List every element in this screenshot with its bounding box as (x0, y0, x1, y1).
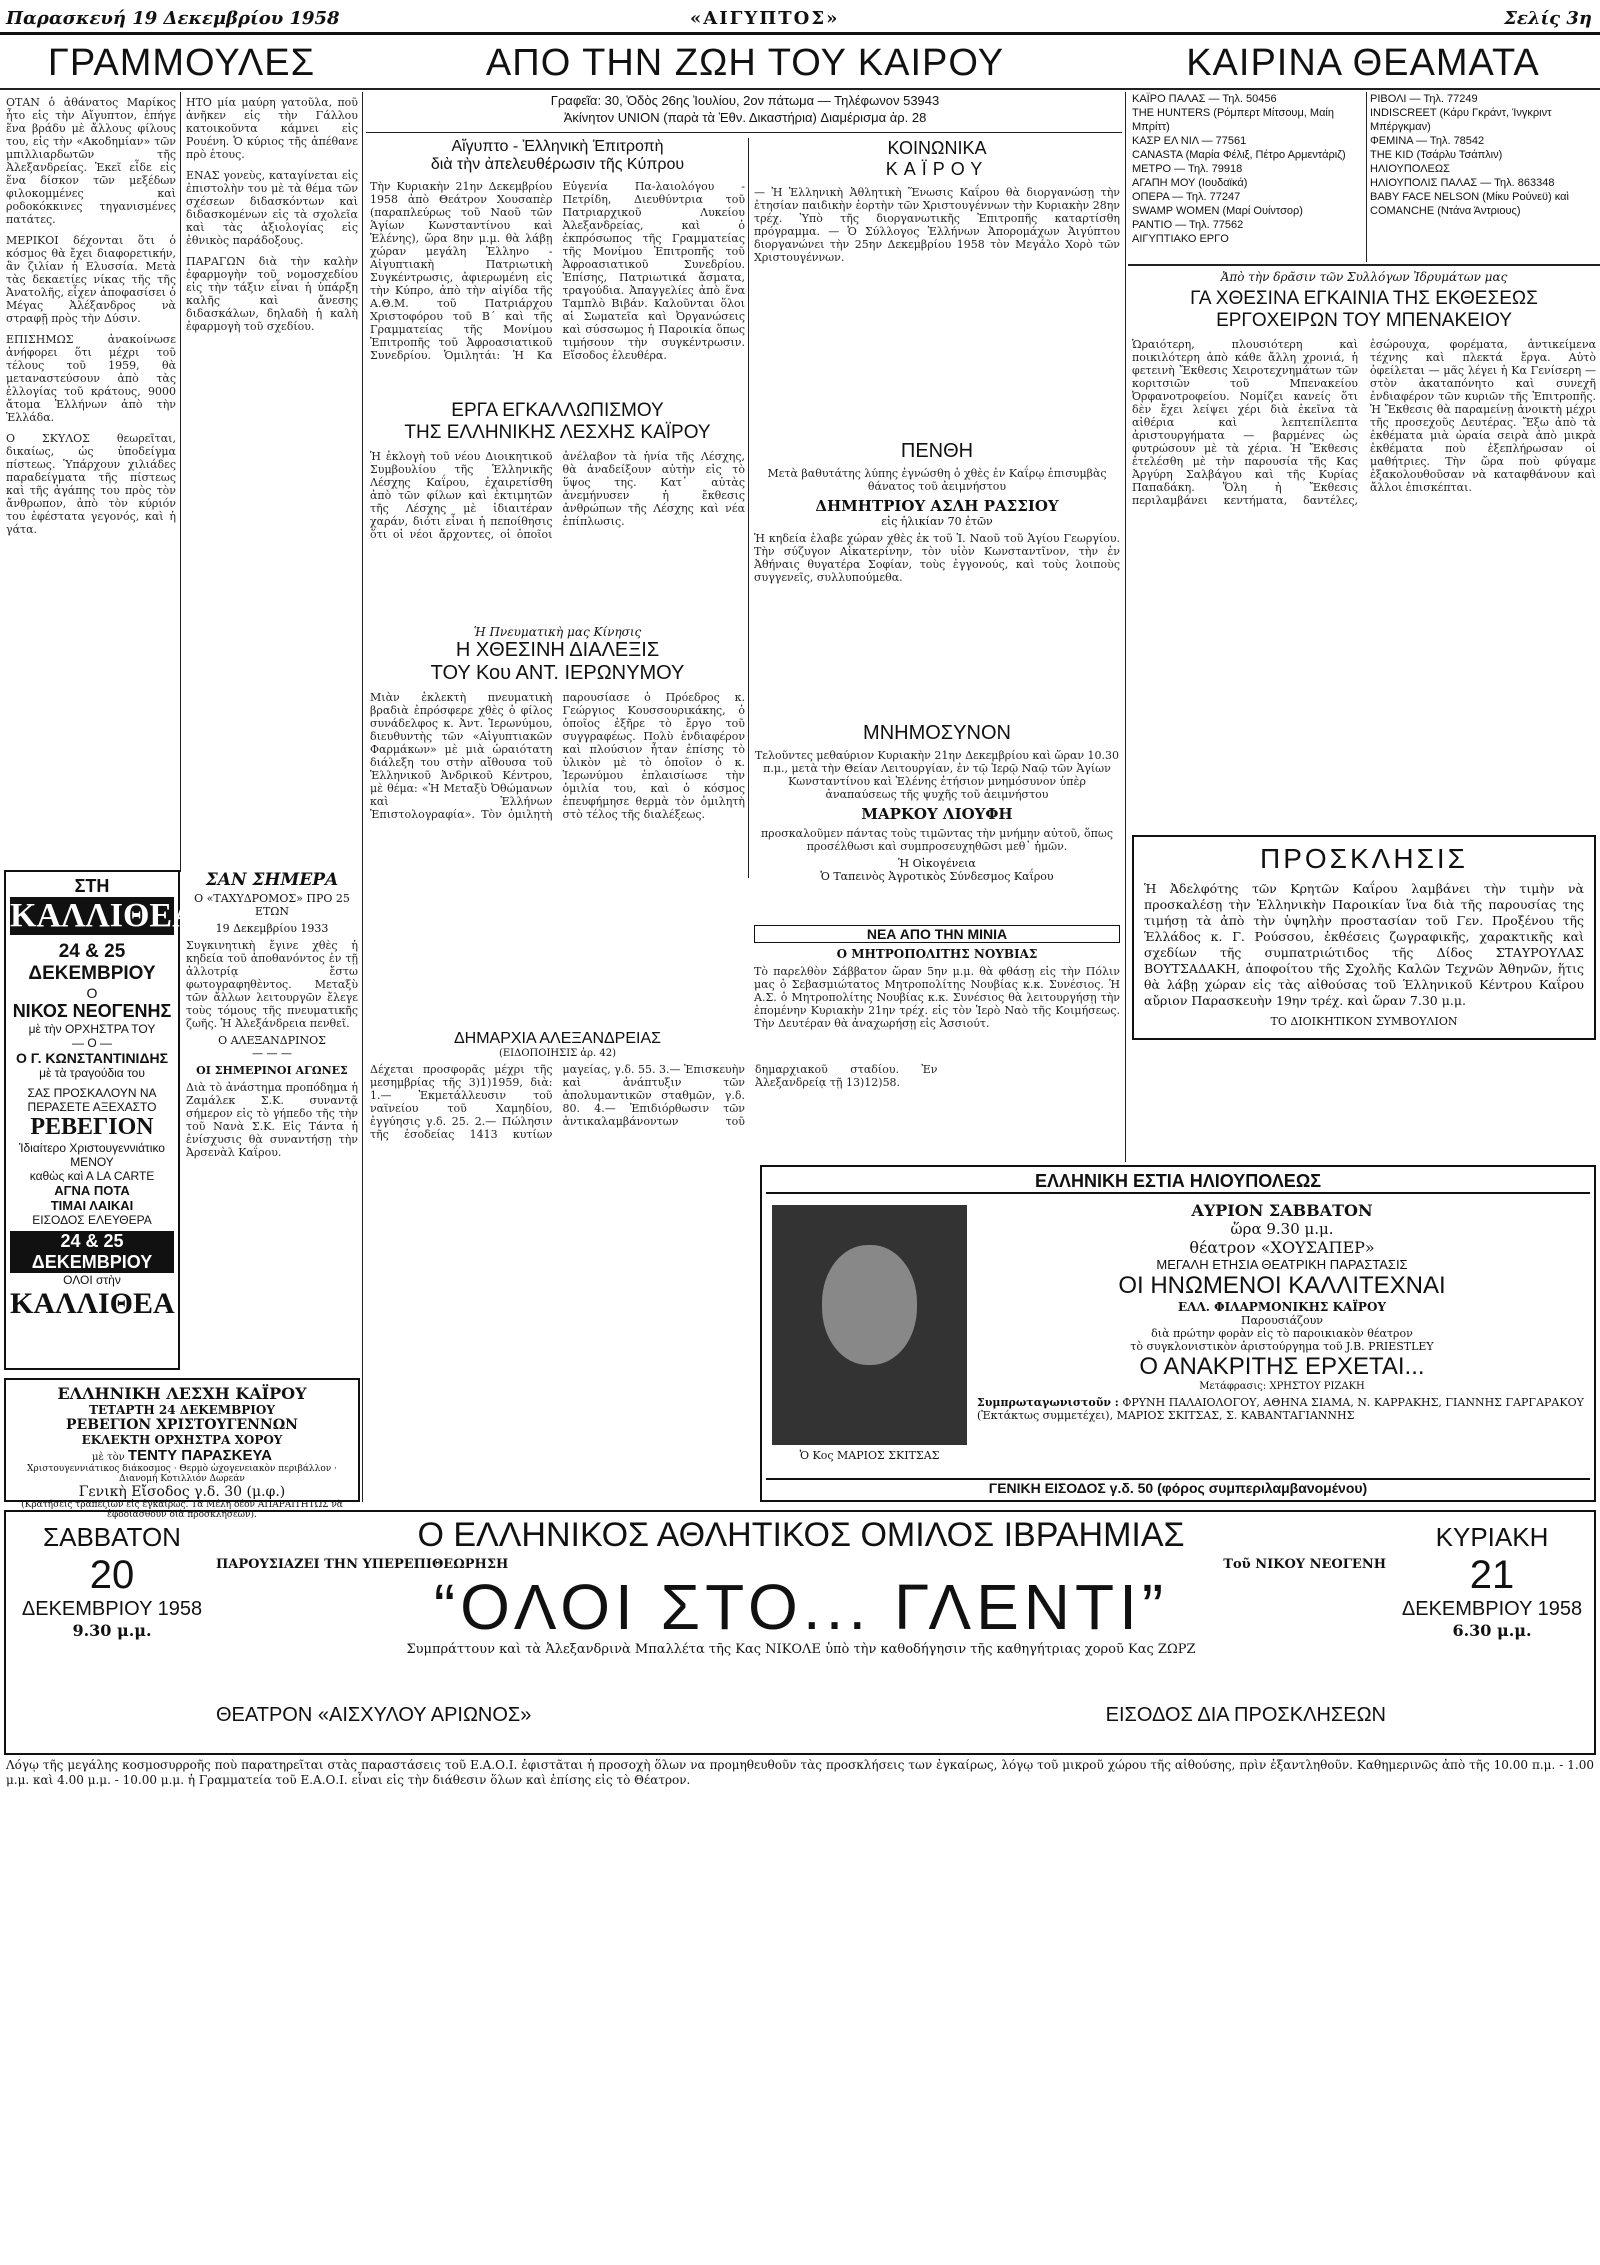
ad-line: ΔΕΚΕΜΒΡΙΟΥ 1958 (1401, 1598, 1583, 1620)
bottom-ad-theatre: ΘΕΑΤΡΟΝ «ΑΙΣΧΥΛΟΥ ΑΡΙΩΝΟΣ» ΕΙΣΟΔΟΣ ΔΙΑ ΠΡΟΣΚΛΗΣΕΩΝ (216, 1704, 1386, 1726)
minia-article (754, 925, 1120, 1160)
mnimosino-text: προσκαλοῦμεν πάντας τοὺς τιμῶντας τὴν μνήμην αὐτοῦ, ὅπως προσέλθωσι καὶ συμπροσευχηθῶσι μεθ᾽ ἡμῶν. (760, 827, 1114, 853)
grammoules-paragraph: ΕΠΙΣΗΜΩΣ ἀνακοίνωσε ἀνήφορει ὅτι μέχρι τοῦ τέλους τοῦ 1959, θὰ μεταναστεύσουν ἀπὸ τὰς ἐλλογίας τοῦ κράτους, 9000 ἄτομα Ἑλλήνων ἀπὸ τὴν Ἑλλάδα. (6, 333, 176, 424)
ad-line: Μετάφρασις: ΧΡΗΣΤΟΥ ΡΙΖΑΚΗ (1199, 1381, 1365, 1392)
ad-line: ΣΤΗ (74, 876, 110, 896)
date-left (12, 1522, 212, 1702)
ad-line: μὲ τὸν ΤΕΝΤΥ ΠΑΡΑΣΚΕΥΑ (92, 1447, 272, 1464)
header-rule (0, 88, 1600, 90)
benakeio-article (1132, 270, 1596, 830)
prosklisis-box (1132, 835, 1596, 1040)
listing-line: ΚΑΣΡ ΕΛ ΝΙΛ — 77561 (1132, 135, 1247, 147)
rule (366, 132, 1122, 133)
newspaper-title: «ΑΙΓΥΠΤΟΣ» (690, 8, 840, 29)
dimarxia-article (370, 1030, 938, 1160)
rule (1128, 264, 1600, 266)
col-divider (1125, 92, 1126, 1162)
photo-caption: Ὁ Κος ΜΑΡΙΟΣ ΣΚΙΤΣΑΣ (799, 1449, 940, 1462)
estia-title: ΕΛΛΗΝΙΚΗ ΕΣΤΙΑ ΗΛΙΟΥΠΟΛΕΩΣ (766, 1171, 1590, 1194)
col-divider (748, 138, 749, 878)
ad-line: ΜΕΓΑΛΗ ΕΤΗΣΙΑ ΘΕΑΤΡΙΚΗ ΠΑΡΑΣΤΑΣΙΣ (1156, 1257, 1408, 1272)
penthi-title: ΠΕΝΘΗ (900, 440, 974, 462)
ad-line: (Κρατήσεις τραπεζιῶν εἰς ἐγκαίρως. Τὰ Μέλη δέον ΑΠΑΡΑΙΤΗΤΩΣ νὰ ἐφοδιασθοῦν διὰ προσκλήσεων). (21, 1500, 343, 1520)
grammoules-paragraph: ΠΑΡΑΓΩΝ διὰ τὴν καλὴν ἐφαρμογὴν τοῦ νομοσχεδίου εἰς τὴν τάξιν εἶναι ἡ ὑπάρξη καλῆς καὶ ἄνεσης διδασκάλων, δηλαδὴ ἡ καλὴ ἐφαρμογὴ τοῦ σχεδίου. (186, 255, 358, 333)
dialexi-text: Μιὰν ἐκλεκτὴ πνευματικὴ βραδιὰ ἐπρόσφερε χθὲς ὁ φίλος συνάδελφος κ. Ἀντ. Ἱερωνύμου, διευθυντὴς τῶν «Αἰγυπτιακῶν Φαρμάκων» μὲ μιὰ ὡραιότατη διάλεξη του στὴν αἴθουσα τοῦ Ἑλληνικοῦ Ἀνδρικοῦ Κέντρου, μὲ θέμα: «Ἡ Μεταξὺ Ὀθώμανων καὶ Ἑλλήνων Ἐπιστολογραφία». Τὸν ὁμιλητὴ παρουσίασε ὁ Πρόεδρος κ. Γεώργιος Κουσσουρικάκης, ὁ ὁποῖος ἐξῆρε τὸ ἔργο τοῦ συγγραφέως. Πολὺ ἐνδιαφέρον καὶ πλούσιον ἦταν ἐπίσης τὸ ὑλικὸν μὲ τὸ ὁποῖον ὁ κ. Ἱερωνύμου ἐπλαισίωσε τὴν ὁμιλία του, καὶ ὁ κόσμος ἐπευφήμησε θερμὰ τὸν ὁμιλητὴ στὸ τέλος τῆς διαλέξεως. (370, 691, 745, 821)
benakeio-title: ΕΡΓΟΧΕΙΡΩΝ ΤΟΥ ΜΠΕΝΑΚΕΙΟΥ (1216, 310, 1512, 331)
erga-title: ΤΗΣ ΕΛΛΗΝΙΚΗΣ ΛΕΣΧΗΣ ΚΑΪΡΟΥ (404, 422, 711, 443)
grammoules-paragraph: ΕΝΑΣ γονεὺς, καταγίνεται εἰς ἐπιστολὴν του μὲ τὰ θέμα τῶν σχέσεων διδασκόντων καὶ διδασκομένων εἰς τὰ σχολεῖα καὶ τὰς ἀξιολογίας εἰς ἐθνικὸς παράδοξους. (186, 169, 358, 247)
ad-line: Ο (86, 985, 98, 1001)
grammoules-title: ΓΡΑΜΜΟΥΛΕΣ (47, 42, 316, 84)
ad-line: Γενικὴ Εἴσοδος γ.δ. 30 (μ.φ.) (78, 1484, 286, 1500)
ad-line: Συμπρωταγωνιστοῦν : ΦΡΥΝΗ ΠΑΛΑΙΟΛΟΓΟΥ, ΑΘΗΝΑ ΣΙΑΜΑ, Ν. ΚΑΡΡΑΚΗΣ, ΓΙΑΝΝΗΣ ΓΑΡΓΑΡΑΚΟΥ (Ἐκτάκτως συμμετέχει), ΜΑΡΙΟΣ ΣΚΙΤΣΑΣ, Σ. ΚΑΒΑΝΤΑΓΙΑΝΝΗΣ (977, 1396, 1584, 1422)
penthi-name: ΔΗΜΗΤΡΙΟΥ ΑΣΛΗ ΡΑΣΣΙΟΥ (815, 497, 1059, 515)
dimarxia-subtitle: (ΕΙΔΟΠΟΙΗΣΙΣ ἀρ. 42) (498, 1048, 617, 1059)
ad-line: 6.30 μ.μ. (1452, 1621, 1532, 1640)
masthead-rule (0, 32, 1600, 35)
ad-line: ΣΑΣ ΠΡΟΣΚΑΛΟΥΝ ΝΑ ΠΕΡΑΣΕΤΕ ΑΞΕΧΑΣΤΟ (27, 1086, 157, 1114)
zoi-office-line: Ἀκίνητον UNION (παρὰ τὰ Ἐθν. Δικαστήρια) Διαμέρισμα ἀρ. 28 (563, 110, 927, 125)
estia-entry: ΓΕΝΙΚΗ ΕΙΣΟΔΟΣ γ.δ. 50 (φόρος συμπεριλαμβανομένου) (766, 1478, 1590, 1496)
listing-line: ΦΕΜΙΝΑ — Τηλ. 78542 (1370, 135, 1485, 147)
bottom-ad-body (216, 1516, 1386, 1657)
ad-line: ΕΙΣΟΔΟΣ ΕΛΕΥΘΕΡΑ (32, 1213, 152, 1227)
ad-line: 9.30 μ.μ. (72, 1621, 152, 1640)
dialexi-title: Η ΧΘΕΣΙΝΗ ΔΙΑΛΕΞΙΣ (455, 639, 660, 661)
listing-line: THE KID (Τσάρλυ Τσάπλιν) (1370, 149, 1503, 161)
benakeio-title: ΓΑ ΧΘΕΣΙΝΑ ΕΓΚΑΙΝΙΑ ΤΗΣ ΕΚΘΕΣΕΩΣ (1190, 288, 1538, 309)
san-shmera-text: Συγκινητικὴ ἔγινε χθὲς ἡ κηδεία τοῦ ἀποθανόντος ἐν τῇ ἀλλοτρίᾳ ἔστω φωτογραφηθὲντος. Μεταξὺ τῶν ἄλλων λειτουργῶν ἔλεγε τοὺς τόμους τῆς πνευματικῆς ζωῆς. Ἡ Ἀλεξάνδρεια πενθεῖ. (186, 939, 358, 1030)
ad-line: ΟΛΟΙ στὴν (63, 1273, 121, 1287)
ad-line: ΔΕΚΕΜΒΡΙΟΥ 1958 (21, 1598, 203, 1620)
penthi-age: εἰς ἡλικίαν 70 ἐτῶν (881, 515, 993, 528)
lesxi-advertisement (4, 1378, 360, 1520)
listing-line: ΡΙΒΟΛΙ — Τηλ. 77249 (1370, 93, 1478, 105)
kairina-listings-right (1370, 92, 1596, 262)
ad-line: Ο ΕΛΛΗΝΙΚΟΣ ΑΘΛΗΤΙΚΟΣ ΟΜΙΛΟΣ ΙΒΡΑΗΜΙΑΣ (417, 1516, 1185, 1554)
ad-line: Ἰδιαίτερο Χριστουγεννιάτικο ΜΕΝΟΥ (19, 1141, 165, 1169)
grammoules-paragraph: ΜΕΡΙΚΟΙ δέχονται ὅτι ὁ κόσμος θὰ ἔχει διαφορετικήν, ἂν ζιλίαν ἡ Ελυσσία. Μετὰ τὰς δεκαετίες νίκας τῆς τῆς Ἀνατολῆς, εἶχεν ἀποφασίσει ὁ Μέγας Ἀλέξανδρος νὰ στραφῇ πρὸς τὴν Δύσιν. (6, 234, 176, 325)
benakeio-text: Ὡραιότερη, πλουσιότερη καὶ ποικιλότερη ἀπὸ κάθε ἄλλη χρονιά, ἡ φετεινὴ Ἔκθεσις Χειροτεχνημάτων τῶν κοριτσιῶν τοῦ Μπενακείου Ὀρφανοτροφείου. Νομίζει κανείς ὅτι δὲν ἔχει λείψει χέρι διὰ ἐκεῖνα τὰ αἰθέρια καὶ λεπτεπίλεπτα ἀριστουργήματα — βαρμένες ὡς φυτρώσουν μὲ τὰ χέρια. Ἡ Ἔκθεσις ἐτελέσθη μὲ τὴν παρουσία τῆς Κας Ἀργύρη Σαλβάγου καὶ τῆς Κυρίας Παπαδάκη. Ὅλη ἡ Ἔκθεσις περιλαμβάνει κεντήματα, δαντέλες, ἐσώρουχα, φορέματα, ἀντικείμενα τέχνης καὶ πλεκτά ἔργα. Αὐτὸ ὀφείλεται — μᾶς λέγει ἡ Κα Γενίσερη — στὸν ἀκαταπόνητο καὶ συνεχῆ ἐνδιαφέρον τῶν κυριῶν τῆς Ἐπιτροπῆς. Ἡ Ἔκθεσις θὰ παραμείνῃ ἀνοικτὴ μέχρι τῆς προσεχοῦς Δευτέρας. Ἔξω ἀπὸ τὰ ἐκθέματα μιὰ ὡραία σειρὰ ἀπὸ μικρὰ ἐκθέματα ποὺ ἐξεπλήρωσαν οἱ μαθήτριες. Τὴν ὥρα ποὺ φύγαμε ἐξακολουθοῦσαν νὰ καταφθάνουν καὶ ἄλλοι ἐπισκέπται. (1132, 338, 1596, 507)
listing-line: ΜΕΤΡΟ — Τηλ. 79918 (1132, 163, 1243, 175)
koinonika-article (754, 138, 1120, 438)
ad-line: ΝΙΚΟΣ ΝΕΟΓΕΝΗΣ (12, 1001, 172, 1021)
bottom-advertisement (4, 1510, 1596, 1755)
portrait-face (822, 1245, 917, 1365)
grammoules-paragraph: ΗΤΟ μία μαύρη γατοῦλα, ποῦ ἀνῆκεν εἰς τὴν Γάλλου κατοικοῦντα κάμνει εἰς Ρουένη. Ὁ κύριος τῆς ἀπέθανε πρὸ ἐτους. (186, 96, 358, 161)
page-number: Σελίς 3η (1504, 8, 1592, 29)
epitropi-text: Τὴν Κυριακὴν 21ην Δεκεμβρίου 1958 ἀπὸ Θεάτρον Χουσαπὲρ (παραπλεύρως τοῦ Ναοῦ τῶν Ἁγίων Κωνσταντίνου καὶ Ἑλένης), ὥρα 8ην μ.μ. θὰ λάβῃ χώραν μεγάλη Ἑλληνο - Αἰγυπτιακὴ Πατριωτικὴ Συγκέντρωσις, ἀφιερωμένη εἰς τὴν Κύπρο, ἀπὸ τὴν αἰγίδα τῆς Α.Θ.Μ. τοῦ Πατριάρχου Χριστοφόρου τοῦ Β΄ καὶ τῆς Γραμματείας τῆς Μονίμου Ἐπιτροπῆς τοῦ Ἀφροασιατικοῦ Συνεδρίου. Ὁμιλητάι: Ἡ Κα Εὐγενία Πα-λαιολόγου - Πετρίδη, Διευθύντρια τοῦ Πατριαρχικοῦ Λυκείου Ἀλεξανδρείας, καὶ ὁ ἐκπρόσωπος τῆς Γραμματείας τῆς Μονίμου Ἐπιτροπῆς τοῦ Ἀφροασιατικοῦ Συνεδρίου. Ἐπίσης, Πατριωτικά ἄσματα, τραγούδια. Ἀπαγγελίες ἀπὸ ἕνα Ταμπλὸ Βιβάν. Καλοῦνται ὅλοι αἱ Σωματεῖα καὶ Ὀργανώσεις καὶ σύσσωμος ἡ Παροικία ὅπως τιμήσουν τὴν συγκέντρωσιν. Εἴσοδος ἐλευθέρα. (370, 180, 745, 362)
ad-line: ΠΑΡΟΥΣΙΑΖΕΙ ΤΗΝ ΥΠΕΡΕΠΙΘΕΩΡΗΣΗ Τοῦ ΝΙΚΟΥ ΝΕΟΓΕΝΗ (216, 1557, 1386, 1572)
mnimosino-intro: Τελοῦντες μεθαύριον Κυριακὴν 21ην Δεκεμβρίου καὶ ὥραν 10.30 π.μ., μετὰ τὴν Θείαν Λειτουργίαν, ἐν τῷ Ἱερῷ Ναῷ τῶν Ἁγίων Κωνσταντίνου καὶ Ἑλένης ἐτήσιον μνημόσυνον ὑπὲρ ἀναπαύσεως τῆς ψυχῆς τοῦ ἀειμνήστου (754, 749, 1120, 801)
ad-line: ΤΕΤΑΡΤΗ 24 ΔΕΚΕΜΒΡΙΟΥ (89, 1403, 275, 1417)
ad-line: 20 (89, 1553, 135, 1597)
ad-line: ΕΛΛΗΝΙΚΗ ΛΕΣΧΗ ΚΑΪΡΟΥ (57, 1384, 307, 1403)
listing-line: ΟΠΕΡΑ — Τηλ. 77247 (1132, 191, 1241, 203)
mnimosino-name: ΜΑΡΚΟΥ ΛΙΟΥΦΗ (861, 805, 1013, 823)
penthi-intro: Μετὰ βαθυτάτης λύπης ἐγνώσθη ὁ χθὲς ἐν Καΐρῳ ἐπισυμβὰς θάνατος τοῦ ἀειμνήστου (767, 467, 1107, 493)
ad-line: ΤΙΜΑΙ ΛΑΙΚΑΙ (50, 1198, 134, 1213)
ad-line: 24 & 25 ΔΕΚΕΜΒΡΙΟΥ (28, 941, 156, 984)
mnimosino-title: ΜΝΗΜΟΣΥΝΟΝ (863, 722, 1011, 744)
listing-line: THE HUNTERS (Ρόμπερτ Μίτσουμ, Μαίη Μπρίττ) (1132, 107, 1334, 133)
ad-line: μὲ τὴν ΟΡΧΗΣΤΡΑ ΤΟΥ (28, 1022, 156, 1036)
ad-leader: ΤΕΝΤΥ ΠΑΡΑΣΚΕΥΑ (127, 1447, 272, 1464)
ad-line: ΣΑΒΒΑΤΟΝ (43, 1522, 181, 1552)
grammoules-column-2 (186, 96, 358, 856)
ad-line: τὸ συγκλονιστικὸν ἀριστούργημα τοῦ J.B. PRIESTLEY (1130, 1340, 1434, 1353)
bottom-ad-notice: Λόγῳ τῆς μεγάλης κοσμοσυρροῆς ποὺ παρατηρεῖται στὰς παραστάσεις τοῦ Ε.Α.Ο.Ι. ἐφιστᾶται ἡ προσοχὴ ὅλων να προμηθευθοῦν τὰς προσκλήσεις των ἐγκαίρως, λόγῳ τοῦ μικροῦ χώρου τῆς αἰθούσης, πρὶν ἐξαντληθοῦν. Καθημερινῶς ἀπὸ τῆς 10.00 π.μ. - 1.00 μ.μ. καὶ 4.00 μ.μ. - 10.00 μ.μ. ἡ Γραμματεία τοῦ Ε.Α.Ο.Ι. εἶναι εἰς τὴν διάθεσιν ὅλων καὶ ἐπίσης εἰς τὸ Θέατρον. (6, 1758, 1594, 1787)
separator: — — — (252, 1047, 292, 1060)
mnimosino-article (754, 722, 1120, 922)
dialexi-kicker: Ἡ Πνευματικὴ μας Κίνησις (473, 625, 642, 639)
listing-line: ΗΛΙΟΥΠΟΛΙΣ ΠΑΛΑΣ — Τηλ. 863348 (1370, 177, 1555, 189)
erga-article (370, 400, 745, 620)
epitropi-title: Αἴγυπτο - Ἑλληνικὴ Ἐπιτροπὴ (451, 138, 664, 155)
epitropi-title: διὰ τὴν ἀπελευθέρωσιν τῆς Κύπρου (430, 156, 685, 173)
estia-body (977, 1201, 1587, 1422)
listing-line: INDISCREET (Κάρυ Γκράντ, Ίνγκριντ Μπέργκμαν) (1370, 107, 1552, 133)
dimarxia-title: ΔΗΜΑΡΧΙΑ ΑΛΕΞΑΝΔΡΕΙΑΣ (453, 1030, 662, 1047)
san-shmera-section (186, 870, 358, 1370)
dialexi-article (370, 625, 745, 1025)
ad-line: 21 (1469, 1553, 1515, 1597)
ad-line: Χριστουγεννιάτικος διάκοσμος · Θερμὸ ὠχογενειακὸν περιβάλλον · Διανομή Κοτιλλιόν Δωρεάν (27, 1464, 337, 1484)
ad-line: ΡΕΒΕΓΙΟΝ ΧΡΙΣΤΟΥΓΕΝΝΩΝ (66, 1417, 298, 1433)
col-divider (1366, 92, 1367, 262)
ad-line: ΑΓΝΑ ΠΟΤΑ (54, 1183, 130, 1198)
penthi-article (754, 440, 1120, 720)
grammoules-paragraph: Ο ΣΚΥΛΟΣ θεωρεῖται, δικαίως, ὡς ὑποδείγμα πίστεως. Ὑπάρχουν χιλιάδες παραδείγματα τῆς πίστεως καὶ τῆς ἀγάπης του πρὸς τὸν ἄνθρωπον, ἀπὸ τὸν κύριόν του ἐφέστατα γεγονός, καὶ ἡ γάτα. (6, 432, 176, 536)
koinonika-text: — Ἡ Ἑλληνικὴ Ἀθλητικὴ Ἕνωσις Καΐρου θὰ διοργανώσῃ τὴν ἐτησίαν παιδικὴν ἑορτὴν τῶν Χριστουγέννων τὴν Κυριακὴν 28ην τρέχ. Ὑπὸ τῆς διοργανωτικῆς Ἐπιτροπῆς καταρτίσθη πρόγραμμα. — Ὁ Σύλλογος Ἑλλήνων Ἀπορομάχων Ἀιγύπτου διοργανώνει τὴν 25ην Δεκεμβρίου 1958 τὸν Μεγάλο Χορὸ τῶν Χριστουγέννων. (754, 186, 1120, 264)
issue-date: Παρασκευή 19 Δεκεμβρίου 1958 (6, 8, 340, 29)
estia-cast: ΦΡΥΝΗ ΠΑΛΑΙΟΛΟΓΟΥ, ΑΘΗΝΑ ΣΙΑΜΑ, Ν. ΚΑΡΡΑΚΗΣ, ΓΙΑΝΝΗΣ ΓΑΡΓΑΡΑΚΟΥ (Ἐκτάκτως συμμετέχει), ΜΑΡΙΟΣ ΣΚΙΤΣΑΣ, Σ. ΚΑΒΑΝΤΑΓΙΑΝΝΗΣ (977, 1396, 1584, 1422)
ad-line: μὲ τὰ τραγούδια του (39, 1066, 145, 1080)
ad-line: — Ο — (71, 1036, 112, 1050)
date-right (1392, 1522, 1592, 1702)
erga-title: ΕΡΓΑ ΕΓΚΑΛΛΩΠΙΣΜΟΥ (451, 400, 664, 421)
kallithea-advertisement (4, 870, 197, 1370)
minia-title: ΝΕΑ ΑΠΟ ΤΗΝ ΜΙΝΙΑ (754, 925, 1120, 943)
ad-line: Συμπράττουν καὶ τὰ Ἀλεξανδρινὰ Μπαλλέτα τῆς Κας ΝΙΚΟΛΕ ὑπὸ τὴν καθοδήγησιν τῆς καθηγήτριας χοροῦ Κας ΖΩΡΖ (406, 1642, 1196, 1657)
epitropi-article (370, 138, 745, 398)
portrait-photo (772, 1205, 967, 1445)
san-shmera-sign: Ο ΑΛΕΞΑΝΔΡΙΝΟΣ (218, 1034, 326, 1047)
ad-line: Παρουσιάζουν (1240, 1314, 1323, 1327)
minia-subtitle: Ο ΜΗΤΡΟΠΟΛΙΤΗΣ ΝΟΥΒΙΑΣ (836, 947, 1038, 961)
show-title: “ΟΛΟΙ ΣΤΟ... ΓΛΕΝΤΙ” (433, 1571, 1169, 1643)
listing-line: ΚΑΪΡΟ ΠΑΛΑΣ — Τηλ. 50456 (1132, 93, 1277, 105)
col-divider (180, 92, 181, 872)
col-divider (362, 92, 363, 1502)
dialexi-title: ΤΟΥ Κου ΑΝΤ. ΙΕΡΩΝΥΜΟΥ (430, 662, 685, 684)
grammoules-paragraph: ΟΤΑΝ ὁ ἀθάνατος Μαρίκος ἦτο εἰς τὴν Αἴγυπτον, ἐπήγε ἕνα βράδυ μὲ ἄλλους φίλους του, εἰς τὴν «Ακοδημίαν» τῶν μπιλλιαρδωτῶν τῆς Ἀλεξανδρείας. Ἐκεῖ εἶδε εἰς ἕνα δίσκον τῶν μεξέδων φιλοκομμένες καὶ ροδοκόκκινες τηγανισμένες πατάτες. (6, 96, 176, 226)
kairina-title: ΚΑΙΡΙΝΑ ΘΕΑΜΑΤΑ (1186, 42, 1540, 84)
ad-line: ΕΛΛ. ΦΙΛΑΡΜΟΝΙΚΗΣ ΚΑΪΡΟΥ (1178, 1300, 1386, 1314)
ad-line: διὰ πρώτην φορὰν εἰς τὸ παροικιακὸν θέατρον (1151, 1327, 1413, 1340)
listing-line: ΡΑΝΤΙΟ — Τηλ. 77562 (1132, 219, 1244, 231)
estia-advertisement (760, 1165, 1596, 1502)
minia-text: Τὸ παρελθὸν Σάββατον ὥραν 5ην μ.μ. θὰ φθάσῃ εἰς τὴν Πόλιν μας ὁ Σεβασμιώτατος Μητροπολίτης Νουβίας κ.κ. Συνέσιος. Ἡ Α.Σ. ὁ Μητροπολίτης Νουβίας κ.κ. Συνέσιος θὰ λειτουργήσῃ τὴν ἐπομένην Κυριακὴν 21ην τρέχ. εἰς τὸν Ἱερὸ Ναὸ τῆς Κοιμήσεως. Τὴν Δευτέραν θὰ ἀναχωρήσῃ εἰς Ἀσσιούτ. (754, 965, 1120, 1030)
san-shmera-subtitle: Ο «ΤΑΧΥΔΡΟΜΟΣ» ΠΡΟ 25 ΕΤΩΝ (194, 892, 350, 918)
today-games-title: ΟΙ ΣΗΜΕΡΙΝΟΙ ΑΓΩΝΕΣ (196, 1064, 348, 1077)
listing-line: ΑΓΑΠΗ ΜΟΥ (Ιουδαϊκά) (1132, 177, 1248, 189)
ad-line: θέατρον «ΧΟΥΣΑΠΕΡ» (1189, 1238, 1375, 1257)
dimarxia-text: Δέχεται προσφορᾶς μέχρι τῆς μεσημβρίας τῆς 3)1)1959, διὰ: 1.— Ἐκμετάλλευσιν τοῦ ναϊνείου τοῦ Χαμηδίου, ἐγγύησις γ.δ. 25. 2.— Πώλησιν τῆς ἐσοδείας 1413 κυτίων μαγείας, γ.δ. 55. 3.— Ἐπισκευὴν καὶ ἀνάπτυξιν τῶν ἀπολυμαντικῶν σταθμῶν, γ.δ. 80. 4.— Ἐπιδιόρθωσιν τῶν ἀντικαλαμβάνοντων τοῦ δημαρχιακοῦ σταδίου. Ἐν Ἀλεξανδρείᾳ τῇ 13)12)58. (370, 1063, 938, 1141)
listing-line: ΗΛΙΟΥΠΟΛΕΩΣ (1370, 163, 1450, 175)
ad-line: ΚΑΛΛΙΘΕΑ (10, 897, 197, 934)
ad-line: καθὼς καὶ Α LA CARTE (29, 1169, 155, 1183)
kairina-listings-left (1132, 92, 1364, 262)
ad-line: ΡΕΒΕΓΙΟΝ (30, 1114, 154, 1140)
listing-line: ΑΙΓΥΠΤΙΑΚΟ ΕΡΓΟ (1132, 233, 1229, 245)
mnimosino-sign: Ἡ Οἰκογένεια (898, 857, 976, 870)
erga-text: Ἡ ἐκλογὴ τοῦ νέου Διοικητικοῦ Συμβουλίου τῆς Ἑλληνικῆς Λέσχης Καΐρου, ἐχαιρετίσθη ἀπὸ τῶν φίλων καὶ ἐκτιμητῶν τῆς Λέσχης μὲ ἰδιαιτέραν χαράν, διότι εἶναι ἡ πεποίθησις ὅτι οἱ νέοι ἄρχοντες, οἱ ὁποῖοι ἀνέλαβον τὰ ἡνία τῆς Λέσχης, θὰ ἀναδείξουν αὐτὴν εἰς τὸ ὕψος της. Κατ᾽ αὐτὰς ἀνεμήνυσεν ἡ ἔκθεσις ἀνθρώπων τῆς Λέσχης καὶ νέα ἐπίπλωσις. (370, 450, 745, 541)
san-shmera-date: 19 Δεκεμβρίου 1933 (215, 922, 329, 935)
listing-line: BABY FACE NELSON (Μίκυ Ρούνεϋ) καὶ COMANCHE (Ντάνα Άντριους) (1370, 191, 1569, 217)
ad-line: 24 & 25 ΔΕΚΕΜΒΡΙΟΥ (10, 1231, 174, 1273)
ad-line: Ο Γ. ΚΩΝΣΤΑΝΤΙΝΙΔΗΣ (15, 1050, 169, 1066)
prosklisis-title: ΠΡΟΣΚΛΗΣΙΣ (1260, 843, 1468, 874)
ad-line: ΚΥΡΙΑΚΗ (1435, 1522, 1549, 1552)
zoi-office (370, 92, 1120, 126)
ad-line: ΑΥΡΙΟΝ ΣΑΒΒΑΤΟΝ (1191, 1201, 1373, 1220)
zoi-office-line: Γραφεῖα: 30, Ὁδὸς 26ης Ἰουλίου, 2ον πάτωμα — Τηλέφωνον 53943 (550, 93, 940, 108)
prosklisis-sign: ΤΟ ΔΙΟΙΚΗΤΙΚΟΝ ΣΥΜΒΟΥΛΙΟΝ (1270, 1015, 1458, 1028)
benakeio-kicker: Ἀπὸ τὴν δρᾶσιν τῶν Συλλόγων Ἰδρυμάτων μας (1220, 270, 1508, 284)
prosklisis-text: Ἡ Ἀδελφότης τῶν Κρητῶν Καΐρου λαμβάνει τὴν τιμὴν νὰ προσκαλέσῃ τὴν Ἑλληνικὴν Παροικίαν ἵνα διὰ τῆς παρουσίας της τιμήσῃ τὰ ἀπὸ τὴν ὑψηλὴν προστασίαν τοῦ Γεν. Προξένου τῆς Ἑλλάδος κ. Γ. Ρούσσου, ἐκθέσεις ζωγραφικῆς, χαρακτικῆς καὶ σχεδίων τῆς συμπατριώτιδος τῆς Δίδος ΣΤΑΥΡΟΥΛΑΣ ΒΟΥΤΣΑΔΑΚΗ, ἀποφοίτου τῆς Σχολῆς Καλῶν Τεχνῶν Ἀθηνῶν, ἥτις θὰ λάβῃ χώραν εἰς τὰς αἰθούσας τοῦ Ἑλληνικοῦ Κέντρου Καΐρου αὔριον Παρασκευὴν 19ην τρέχ. καὶ ὥραν 7.30 μ.μ. (1144, 881, 1584, 1008)
today-games-text: Διὰ τὸ ἀνάστημα προπόδημα ἡ Ζαμάλεκ Σ.Κ. συναντᾷ σήμερον εἰς τὸ γήπεδο τῆς τὴν τοῦ Νανὰ Σ.Κ. Εἰς Τάντα ἡ ἐνίσχυσις θὰ συναντήσῃ τὴν Ἀρσενὰλ Καΐρου. (186, 1081, 358, 1159)
penthi-text: Ἡ κηδεία ἐλαβε χώραν χθὲς ἐκ τοῦ Ἱ. Ναοῦ τοῦ Ἁγίου Γεωργίου. Τὴν σύζυγον Αἰκατερίνην, τὸν υἱὸν Κωνσταντῖνον, τὴν ἐν Ἀθήναις θυγατέρα Σοφίαν, τοὺς ἐγγονούς, καὶ τοὺς λοιποὺς συγγενεῖς, συλλυπούμεθα. (754, 532, 1120, 584)
ad-line: ΟΙ ΗΝΩΜΕΝΟΙ ΚΑΛΛΙΤΕΧΝΑΙ (1118, 1272, 1446, 1299)
ad-line: ΕΚΛΕΚΤΗ ΟΡΧΗΣΤΡΑ ΧΟΡΟΥ (81, 1433, 283, 1447)
grammoules-column-1 (6, 96, 176, 866)
mnimosino-sign: Ὁ Ταπεινὸς Ἀγροτικὸς Σύνδεσμος Καΐρου (820, 870, 1054, 883)
listing-line: CANASTA (Μαρία Φέλιξ, Πέτρο Αρμεντάριζ) (1132, 149, 1346, 161)
ad-line: ὥρα 9.30 μ.μ. (1230, 1220, 1334, 1238)
listing-line: SWAMP WOMEN (Μαρί Ουίντσορ) (1132, 205, 1303, 217)
koinonika-title: ΚΑΪΡΟΥ (885, 159, 989, 179)
zoi-title: ΑΠΟ ΤΗΝ ΖΩΗ ΤΟΥ ΚΑΙΡΟΥ (485, 42, 1005, 84)
ad-line: ΚΑΛΛΙΘΕΑ (10, 1287, 175, 1320)
ad-line: Ο ΑΝΑΚΡΙΤΗΣ ΕΡΧΕΤΑΙ... (1139, 1353, 1425, 1380)
koinonika-title: ΚΟΙΝΩΝΙΚΑ (887, 138, 987, 158)
san-shmera-title: ΣΑΝ ΣΗΜΕΡΑ (205, 870, 339, 890)
